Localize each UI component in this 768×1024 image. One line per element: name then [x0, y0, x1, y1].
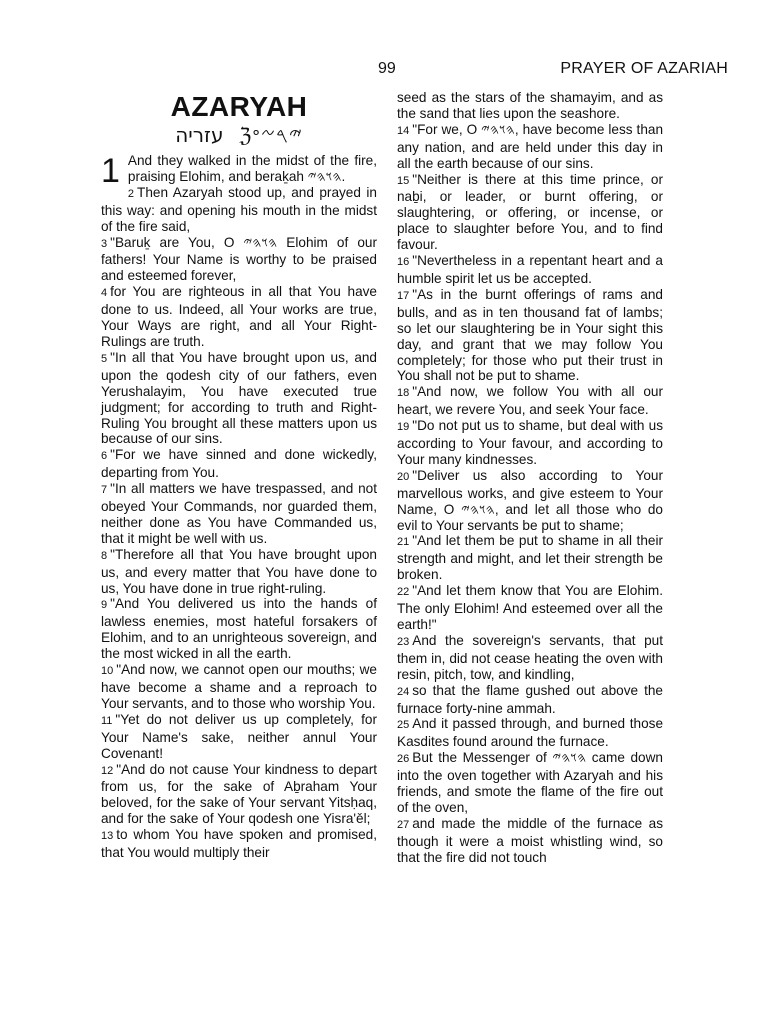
verse-number: 15: [397, 174, 410, 187]
verse: [397, 384, 663, 418]
verse-number: 10: [101, 665, 114, 678]
verse-number: 16: [397, 256, 410, 269]
verse-number: 22: [397, 586, 410, 599]
verse-text: "For we, O 𐤄𐤅𐤄𐤉, have become less than any nation, and are held under this day in all the earth because of our sins.: [397, 121, 663, 171]
verse-number: 14: [397, 124, 410, 137]
verse: [397, 172, 663, 254]
verse: [397, 122, 663, 172]
page-header: [0, 60, 768, 84]
verse-number: 25: [397, 719, 410, 732]
running-title: PRAYER OF AZARIAH: [560, 60, 728, 77]
verse-text: "And You delivered us into the hands of lawless enemies, most hateful forsakers of Elohim, and to an unrighteous sovereign, and the most wicked in all the earth.: [101, 596, 377, 662]
verse: [397, 468, 663, 534]
verse-text: "And let them be put to shame in all their strength and might, and let their strength be broken.: [397, 533, 663, 583]
verse-text: And it passed through, and burned those Kasdites found around the furnace.: [397, 716, 663, 750]
verse: [101, 447, 377, 481]
verse-number: 23: [397, 635, 410, 648]
verse: [101, 284, 377, 350]
verse-number: 13: [101, 830, 114, 843]
verse-text: "For we have sinned and done wickedly, departing from You.: [101, 447, 377, 481]
verse-text: seed as the stars of the shamayim, and as the sand that lies upon the seashore.: [397, 90, 663, 121]
verse: [101, 152, 377, 190]
book-subtitle: [101, 124, 377, 147]
verse-number: 5: [101, 352, 108, 365]
verse-text: so that the flame gushed out above the furnace forty-nine ammah.: [397, 682, 663, 716]
verse-text: "Nevertheless in a repentant heart and a humble spirit let us be accepted.: [397, 253, 663, 286]
verse: [397, 683, 663, 717]
verse-text: And they walked in the midst of the fire, praising Elohim, and beraḵah 𐤄𐤅𐤄𐤉.: [127, 153, 377, 184]
verse: [101, 762, 377, 828]
verse: [397, 253, 663, 287]
paleo-hebrew-title: ℨ𐤉𐤓𐤆𐤏: [239, 123, 303, 147]
verse-text: "Do not put us to shame, but deal with us according to Your favour, and according to Your many kindnesses.: [397, 418, 663, 467]
verse-number: 20: [397, 470, 410, 483]
verse-number: 4: [101, 287, 108, 300]
verse-text: to whom You have spoken and promised, that You would multiply their: [101, 827, 377, 861]
verse: [101, 185, 377, 235]
verse-number: 17: [397, 289, 410, 302]
verse-text: "And now, we cannot open our mouths; we have become a shame and a reproach to Your servants, and to those who worship You.: [101, 662, 377, 711]
chapter-number: 1: [101, 152, 120, 190]
book-title: AZARYAH: [170, 91, 308, 122]
verse-text: "And let them know that You are Elohim. The only Elohim! And esteemed over all the earth!": [397, 583, 663, 632]
verse-text: "In all matters we have trespassed, and not obeyed Your Commands, nor guarded them, neither done as You have Commanded us, that it might be well with us.: [101, 481, 377, 546]
verse-text: "Yet do not deliver us up completely, for Your Name's sake, neither annul Your Covenant!: [101, 711, 377, 761]
verse-text: and made the middle of the furnace as though it were a moist whistling wind, so that the fire did not touch: [397, 815, 663, 865]
verse-number: 2: [127, 187, 135, 200]
verse-number: 24: [397, 685, 410, 698]
verse: [397, 287, 663, 384]
verse: [101, 827, 377, 861]
verse-number: 8: [101, 549, 108, 562]
verse-number: 21: [397, 536, 410, 549]
verse-text: "And do not cause Your kindness to depart from us, for the sake of Aḇraham Your beloved, for the sake of Your servant Yitsḥaq, and for the sake of Your qodesh one Yisra'ěl;: [101, 761, 377, 827]
right-column: [397, 90, 663, 866]
verse-number: 12: [101, 764, 114, 777]
verse-number: 19: [397, 421, 410, 434]
verse-text: "In all that You have brought upon us, and upon the qodesh city of our fathers, even Yerushalayim, You have executed true judgment; for according to truth and Right-Ruling You brought all these matters upon us because of our sins.: [101, 349, 377, 447]
verse: [101, 481, 377, 547]
verse-number: 9: [101, 599, 108, 612]
verse-text: "As in the burnt offerings of rams and bulls, and as in ten thousand fat of lambs; so let our slaughtering be in Your sight this day, and grant that we may follow You completely; for those who put their trust in You shall not be put to shame.: [397, 286, 663, 384]
verse: [101, 235, 377, 285]
verse: [397, 583, 663, 633]
verse-text: "Deliver us also according to Your marvellous works, and give esteem to Your Name, O 𐤄𐤅𐤄𐤉, and let all those who do evil to Your servants be put to shame;: [397, 467, 663, 533]
left-verses: [101, 153, 377, 861]
verse-number: 11: [101, 714, 113, 727]
verse-number: 26: [397, 753, 410, 766]
verse-number: 18: [397, 387, 410, 400]
verse-text: Then Azaryah stood up, and prayed in this way: and opening his mouth in the midst of the fire said,: [101, 184, 377, 234]
verse-text: And the sovereign's servants, that put them in, did not cease heating the oven with resin, pitch, tow, and kindling,: [397, 632, 663, 682]
verse: [397, 750, 663, 816]
verse-number: 7: [101, 484, 108, 497]
verse: [101, 547, 377, 597]
verse-text: "Neither is there at this time prince, or naḇi, or leader, or burnt offering, or slaughtering, or offering, or incense, or place to slaughter before You, and to find favour.: [397, 171, 663, 253]
verse-text: "Therefore all that You have brought upon us, and every matter that You have done to us, You have done in true right-ruling.: [101, 546, 377, 596]
verse-number: 6: [101, 450, 108, 463]
verse-text: "Baruḵ are You, O 𐤄𐤅𐤄𐤉 Elohim of our fathers! Your Name is worthy to be praised and esteemed forever,: [101, 234, 377, 284]
hebrew-title: עזריה: [175, 123, 224, 147]
page-number: 99: [378, 60, 396, 77]
verse: [397, 816, 663, 866]
verse: [397, 533, 663, 583]
verse-text: for You are righteous in all that You have done to us. Indeed, all Your works are true, Your Ways are right, and all Your Right-Rulings are truth.: [101, 284, 377, 349]
verse: [397, 90, 663, 122]
right-verses: [397, 90, 663, 866]
verse-text: But the Messenger of 𐤄𐤅𐤄𐤉 came down into the oven together with Azaryah and his friends, and smote the flame of the fire out of the oven,: [397, 750, 663, 815]
verse: [397, 633, 663, 683]
verse: [397, 716, 663, 750]
verse: [101, 712, 377, 762]
verse: [101, 662, 377, 712]
verse: [101, 596, 377, 662]
verse: [101, 350, 377, 447]
verse-text: "And now, we follow You with all our heart, we revere You, and seek Your face.: [397, 384, 663, 418]
verse-number: 3: [101, 237, 108, 250]
left-column: [101, 88, 377, 861]
verse-number: 27: [397, 818, 410, 831]
verse: [397, 418, 663, 468]
